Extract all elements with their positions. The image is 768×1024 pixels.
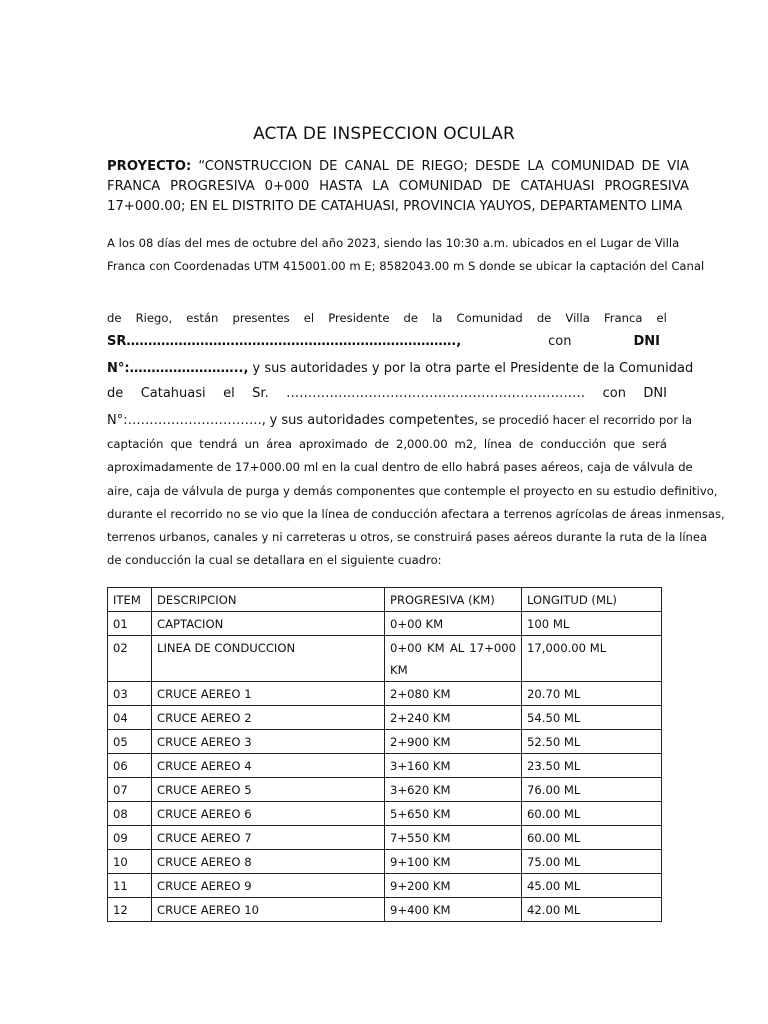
paragraph-word: la (432, 311, 443, 325)
project-block (107, 157, 689, 217)
table-cell: 9+400 KM (385, 898, 522, 922)
paragraph-word: de (107, 311, 122, 325)
table-row (108, 730, 662, 754)
table-cell: 0+00 KM AL 17+000 KM (385, 636, 522, 682)
table-cell: CRUCE AEREO 5 (152, 778, 385, 802)
table-cell: 07 (108, 778, 152, 802)
table-cell: CRUCE AEREO 1 (152, 682, 385, 706)
dni-label: DNI (633, 334, 660, 349)
dni-number-blank: N°:…………………….., (107, 361, 249, 376)
table-cell: 01 (108, 612, 152, 636)
word-catahuasi: Catahuasi (140, 386, 206, 401)
paragraph-line-3 (107, 311, 667, 325)
paragraph-line-7 (107, 413, 693, 428)
paragraph-word: Presidente (328, 311, 390, 325)
paragraph-line-6 (107, 386, 667, 401)
table-cell: 9+200 KM (385, 874, 522, 898)
table-cell: 02 (108, 636, 152, 682)
paragraph-line-8: captación que tendrá un área aproximado de 2,000.00 m2, línea de conducción que será (107, 437, 667, 451)
table-cell: 9+100 KM (385, 850, 522, 874)
components-table (107, 587, 662, 922)
table-header-cell: DESCRIPCION (152, 588, 385, 612)
table-cell: 17,000.00 ML (522, 636, 662, 682)
table-cell: 42.00 ML (522, 898, 662, 922)
paragraph-line-1: A los 08 días del mes de octubre del año 2023, siendo las 10:30 a.m. ubicados en el Lugar de Villa (107, 236, 680, 250)
project-text: “CONSTRUCCION DE CANAL DE RIEGO; DESDE LA COMUNIDAD DE VIA FRANCA PROGRESIVA 0+000 HASTA LA COMUNIDAD DE CATAHUASI PROGRESIVA 17+000.00; EN EL DISTRITO DE CATAHUASI, PROVINCIA YAUYOS, DEPARTAMENTO LIMA (107, 159, 689, 214)
table-row (108, 754, 662, 778)
table-header-cell: LONGITUD (ML) (522, 588, 662, 612)
table-cell: CRUCE AEREO 10 (152, 898, 385, 922)
table-cell: 0+00 KM (385, 612, 522, 636)
con-word-2: con (602, 386, 626, 401)
table-cell: 5+650 KM (385, 802, 522, 826)
table-cell: 11 (108, 874, 152, 898)
table-header-cell: ITEM (108, 588, 152, 612)
word-de: de (107, 386, 124, 401)
paragraph-line-11: durante el recorrido no se vio que la línea de conducción afectara a terrenos agrícolas de áreas inmensas, (107, 507, 725, 521)
table-cell: CRUCE AEREO 7 (152, 826, 385, 850)
table-cell: 52.50 ML (522, 730, 662, 754)
table-cell: CRUCE AEREO 2 (152, 706, 385, 730)
paragraph-word: Villa (565, 311, 590, 325)
table-cell: 04 (108, 706, 152, 730)
table-row (108, 898, 662, 922)
paragraph-line-12: terrenos urbanos, canales y ni carreteras u otros, se construirá pases aéreos durante la ruta de la línea (107, 530, 708, 544)
paragraph-word: presentes (232, 311, 290, 325)
paragraph-word: están (186, 311, 219, 325)
table-row (108, 682, 662, 706)
table-row (108, 636, 662, 682)
table-cell: LINEA DE CONDUCCION (152, 636, 385, 682)
table-cell: 3+620 KM (385, 778, 522, 802)
table-cell: 23.50 ML (522, 754, 662, 778)
table-cell: 100 ML (522, 612, 662, 636)
paragraph-word: Riego, (135, 311, 173, 325)
table-cell: 45.00 ML (522, 874, 662, 898)
paragraph-word: el (656, 311, 667, 325)
table-row (108, 706, 662, 730)
table-header-cell: PROGRESIVA (KM) (385, 588, 522, 612)
second-president-blank: …………………………………………………………… (286, 386, 586, 401)
table-cell: 10 (108, 850, 152, 874)
table-cell: CRUCE AEREO 3 (152, 730, 385, 754)
table-row (108, 826, 662, 850)
paragraph-word: Franca (603, 311, 643, 325)
paragraph-word: de (536, 311, 552, 325)
paragraph-word: de (403, 311, 419, 325)
paragraph-line-13: de conducción la cual se detallara en el siguiente cuadro: (107, 553, 442, 567)
table-cell: 08 (108, 802, 152, 826)
paragraph-line-9: aproximadamente de 17+000.00 ml en la cual dentro de ello habrá pases aéreos, caja de válvula de (107, 460, 693, 474)
table-cell: 2+080 KM (385, 682, 522, 706)
paragraph-line-5-text: y sus autoridades y por la otra parte el Presidente de la Comunidad (252, 361, 694, 376)
project-label: PROYECTO: (107, 159, 192, 174)
table-cell: 60.00 ML (522, 802, 662, 826)
president-name-blank: SR…………………………………………………………………., (107, 334, 462, 349)
table-cell: 09 (108, 826, 152, 850)
table-header-row (108, 588, 662, 612)
document-title: ACTA DE INSPECCION OCULAR (253, 124, 515, 144)
table-cell: CRUCE AEREO 9 (152, 874, 385, 898)
table-row (108, 612, 662, 636)
table-row (108, 874, 662, 898)
table-cell: 76.00 ML (522, 778, 662, 802)
paragraph-line-7-rest: se procedió hacer el recorrido por la (481, 413, 693, 427)
table-cell: 06 (108, 754, 152, 778)
table-cell: 20.70 ML (522, 682, 662, 706)
table-cell: 2+900 KM (385, 730, 522, 754)
paragraph-line-2: Franca con Coordenadas UTM 415001.00 m E; 8582043.00 m S donde se ubicar la captación del Canal (107, 259, 705, 273)
word-el: el (223, 386, 235, 401)
table-cell: 54.50 ML (522, 706, 662, 730)
table-cell: 3+160 KM (385, 754, 522, 778)
table-cell: 2+240 KM (385, 706, 522, 730)
table-cell: 12 (108, 898, 152, 922)
table-row (108, 778, 662, 802)
table-cell: CAPTACION (152, 612, 385, 636)
paragraph-line-4 (107, 334, 660, 349)
table-row (108, 802, 662, 826)
table-cell: CRUCE AEREO 6 (152, 802, 385, 826)
table-cell: 05 (108, 730, 152, 754)
paragraph-line-5 (107, 361, 694, 376)
table-cell: 75.00 ML (522, 850, 662, 874)
table-cell: CRUCE AEREO 4 (152, 754, 385, 778)
dni-number-blank-2: N°:…………………………., (107, 413, 266, 428)
table-row (108, 850, 662, 874)
table-cell: 03 (108, 682, 152, 706)
con-word: con (548, 334, 572, 349)
paragraph-word: Comunidad (456, 311, 523, 325)
authorities-text: y sus autoridades competentes, (269, 413, 479, 428)
table-cell: 7+550 KM (385, 826, 522, 850)
table-cell: CRUCE AEREO 8 (152, 850, 385, 874)
table-cell: 60.00 ML (522, 826, 662, 850)
paragraph-word: el (303, 311, 315, 325)
word-sr: Sr. (252, 386, 269, 401)
dni-label-2: DNI (643, 386, 667, 401)
paragraph-line-10: aire, caja de válvula de purga y demás componentes que contemple el proyecto en su estudio definitivo, (107, 484, 718, 498)
